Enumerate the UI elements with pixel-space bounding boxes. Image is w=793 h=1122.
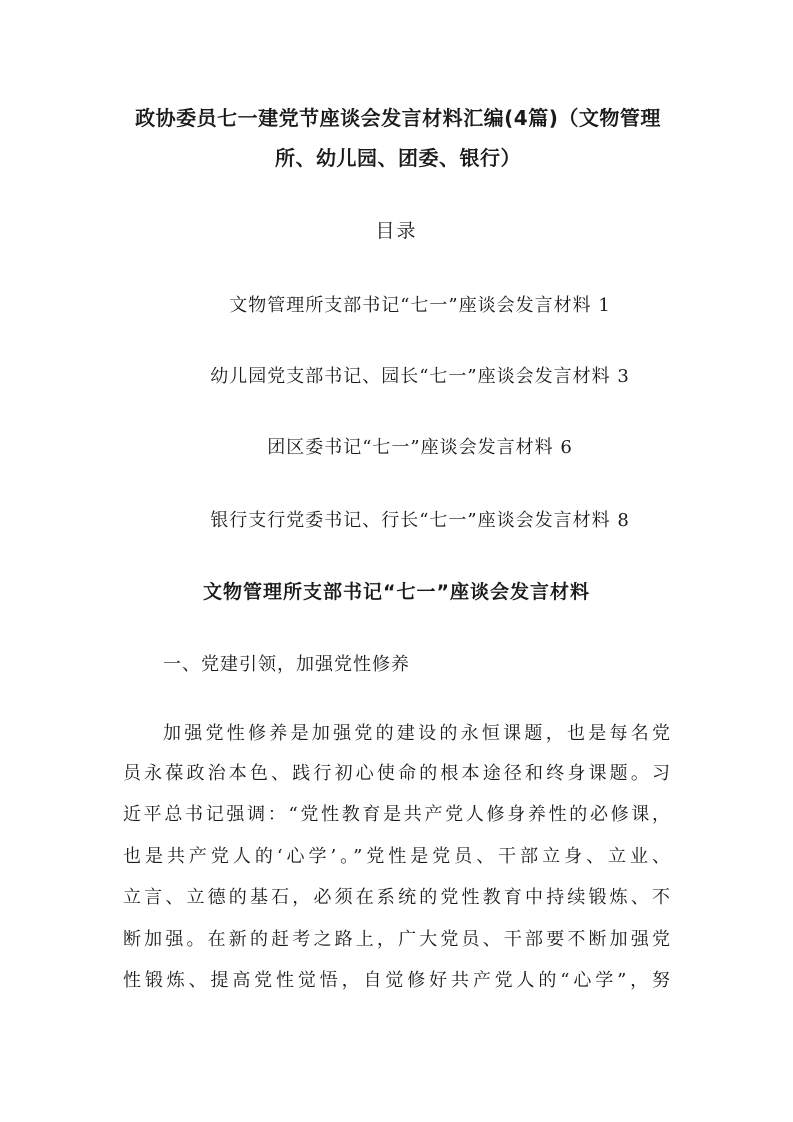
toc-heading: 目录 <box>375 220 418 242</box>
body-text-line: 也是共产党人的‘心学’。”党性是党员、干部立身、立业、 <box>123 846 671 867</box>
body-text-line: 断加强。在新的赶考之路上，广大党员、干部要不断加强党 <box>123 929 671 950</box>
toc-item: 银行支行党委书记、行长“七一”座谈会发言材料 8 <box>210 510 630 531</box>
body-text-line: 立言、立德的基石，必须在系统的党性教育中持续锻炼、不 <box>123 887 671 908</box>
body-text-line: 性锻炼、提高党性觉悟，自觉修好共产党人的“心学”，努 <box>123 970 671 991</box>
section-heading: 文物管理所支部书记“七一”座谈会发言材料 <box>203 581 590 603</box>
toc-item: 幼儿园党支部书记、园长“七一”座谈会发言材料 3 <box>210 366 630 387</box>
document-title-line-1: 政协委员七一建党节座谈会发言材料汇编(4篇)（文物管理 <box>135 106 661 130</box>
toc-item: 文物管理所支部书记“七一”座谈会发言材料 1 <box>229 295 611 316</box>
body-text-line: 近平总书记强调：“党性教育是共产党人修身养性的必修课， <box>123 804 671 825</box>
subheading: 一、党建引领，加强党性修养 <box>163 654 410 675</box>
body-text-line: 加强党性修养是加强党的建设的永恒课题，也是每名党 <box>163 723 671 744</box>
toc-item: 团区委书记“七一”座谈会发言材料 6 <box>267 437 573 458</box>
document-title-line-2: 所、幼儿园、团委、银行） <box>275 146 521 170</box>
body-text-line: 员永葆政治本色、践行初心使命的根本途径和终身课题。习 <box>123 763 671 784</box>
